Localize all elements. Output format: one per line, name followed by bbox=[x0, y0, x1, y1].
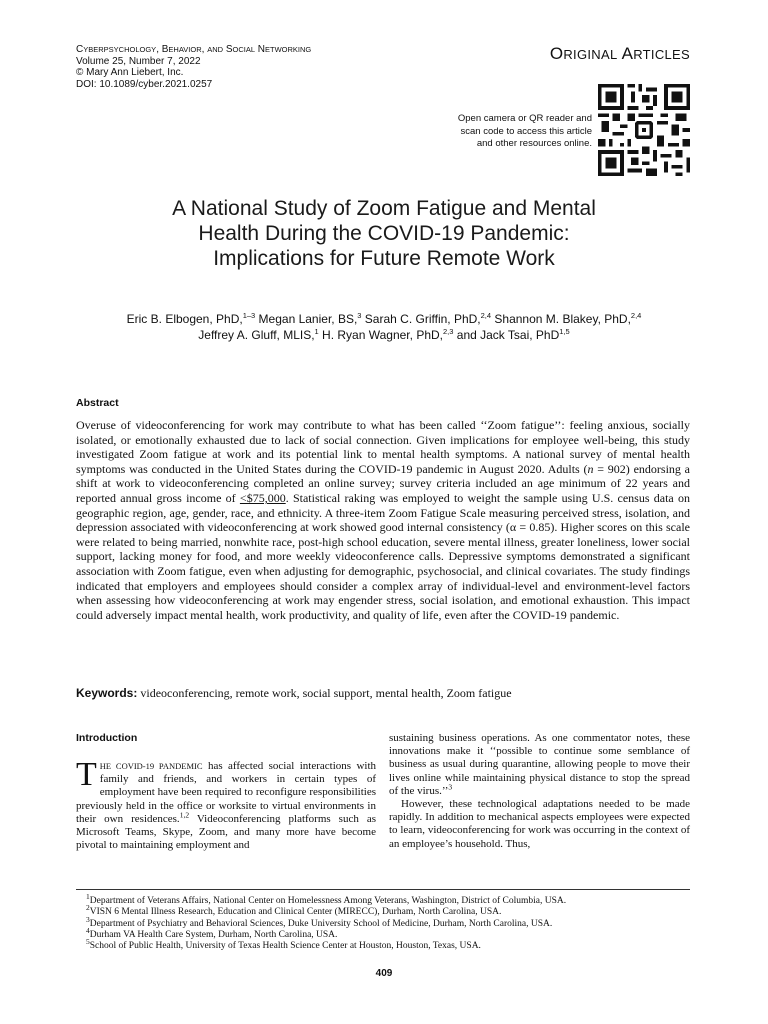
qr-caption: Open camera or QR reader and scan code to access this article and other resources online. bbox=[457, 113, 592, 149]
footnote-item: $^5$School of Public Health, University of Texas Health Science Center at Houston, Houston, Texas, USA. bbox=[86, 937, 481, 952]
author-line-2: Jeffrey A. Gluff, MLIS,$^1$ H. Ryan Wagner, PhD,$^{2,3}$ and Jack Tsai, PhD$^{1,5}$ bbox=[198, 327, 570, 342]
footnote-item: $^3$Department of Psychiatry and Behavioral Sciences, Duke University School of Medicine, Durham, North Carolina, USA. bbox=[86, 914, 553, 929]
journal-volume: Volume 25, Number 7, 2022 bbox=[76, 55, 201, 67]
abstract-heading: Abstract bbox=[76, 397, 119, 409]
footnote-item: $^1$Department of Veterans Affairs, National Center on Homelessness Among Veterans, Washington, District of Columbia, USA. bbox=[86, 891, 567, 906]
journal-doi[interactable]: DOI: 10.1089/cyber.2021.0257 bbox=[76, 78, 213, 90]
footnote-item: $^2$VISN 6 Mental Illness Research, Education and Clinical Center (MIRECC), Durham, North Carolina, USA. bbox=[86, 903, 502, 918]
abstract-text: Overuse of videoconferencing for work may contribute to what has been called ‘‘Zoom fatigue’’: feeling anxious, socially isolated, or emotionally exhausted due to lack of social connection. Given implications for employee well-being, this study investigated Zoom fatigue at work and its potential link to mental health symptoms. A national survey of mental health symptoms was conducted in the United States during the COVID-19 pandemic in August 2020. Adults (n = 902) endorsing a shift at work to videoconferencing completed an online survey; survey criteria included an age minimum of 22 years and reported annual gross income of <$75,000. Statistical raking was employed to weight the sample using U.S. census data on geographic region, age, gender, race, and ethnicity. A three-item Zoom Fatigue Scale measuring perceived stress, isolation, and depression associated with videoconferencing at work showed good internal consistency (α = 0.85). Higher scores on this scale were related to being married, nonwhite race, post-high school education, severe mental illness, greater loneliness, lower social support, lacking money for food, and more weekly videoconference calls. Depressive symptoms demonstrated a significant association with Zoom fatigue, even when adjusting for demographic, psychosocial, and clinical covariates. The study findings indicated that employers and employees should consider a complex array of individual-level and environment-level factors when assessing how videoconferencing at work may engender stress, social isolation, and emotional exhaustion. This impact could adversely impact mental health, work productivity, and quality of life, even after the COVID-19 pandemic. bbox=[76, 418, 690, 622]
footnote-divider bbox=[76, 889, 690, 890]
page-number: 409 bbox=[375, 968, 393, 979]
article-title: A National Study of Zoom Fatigue and Mental Health During the COVID-19 Pandemic: Implications for Future Remote Work bbox=[172, 197, 596, 270]
qr-code-icon[interactable] bbox=[598, 84, 690, 176]
footnote-item: $^4$Durham VA Health Care System, Durham, North Carolina, USA. bbox=[86, 925, 338, 940]
author-list bbox=[60, 311, 708, 343]
section-label: ORIGINAL ARTICLES bbox=[549, 44, 690, 63]
intro-paragraph: However, these technological adaptations needed to be made rapidly. In addition to mechanical aspects employees were expected to learn, videoconferencing for work was occurring in the context of an employee’s household. Thus, bbox=[389, 798, 690, 850]
introduction-heading: Introduction bbox=[76, 732, 138, 744]
keywords: Keywords: videoconferencing, remote work, social support, mental health, Zoom fatigue bbox=[76, 686, 512, 700]
journal-info bbox=[76, 44, 311, 90]
drop-cap: T bbox=[76, 756, 97, 793]
journal-copyright: © Mary Ann Liebert, Inc. bbox=[76, 67, 184, 78]
affiliation-footnotes bbox=[86, 891, 690, 952]
author-line-1: Eric B. Elbogen, PhD,$^{1-3}$ Megan Lanier, BS,$^3$ Sarah C. Griffin, PhD,$^{2,4}$ Shannon M. Blakey, PhD,$^{2,4}$ bbox=[126, 311, 642, 326]
intro-column-right bbox=[389, 732, 690, 851]
intro-column-left: THE COVID-19 PANDEMIC has affected social interactions with family and friends, and workers in certain types of employment have been required to reconfigure responsibilities previously held in the office or worksite to virtual environments in their own residences.$^{1,2}$ Videoconferencing platforms such as Microsoft Teams, Skype, Zoom, and many more have become pivotal to maintaining employment and bbox=[76, 756, 377, 852]
intro-paragraph: sustaining business operations. As one commentator notes, these innovations make it ‘‘possible to continue some semblance of business as usual during quarantine, allowing people to move their lives online while maintaining physical distance to stop the spread of the virus.’’$^3$ bbox=[389, 732, 690, 797]
journal-name: CYBERPSYCHOLOGY, BEHAVIOR, AND SOCIAL NETWORKING bbox=[76, 44, 312, 55]
